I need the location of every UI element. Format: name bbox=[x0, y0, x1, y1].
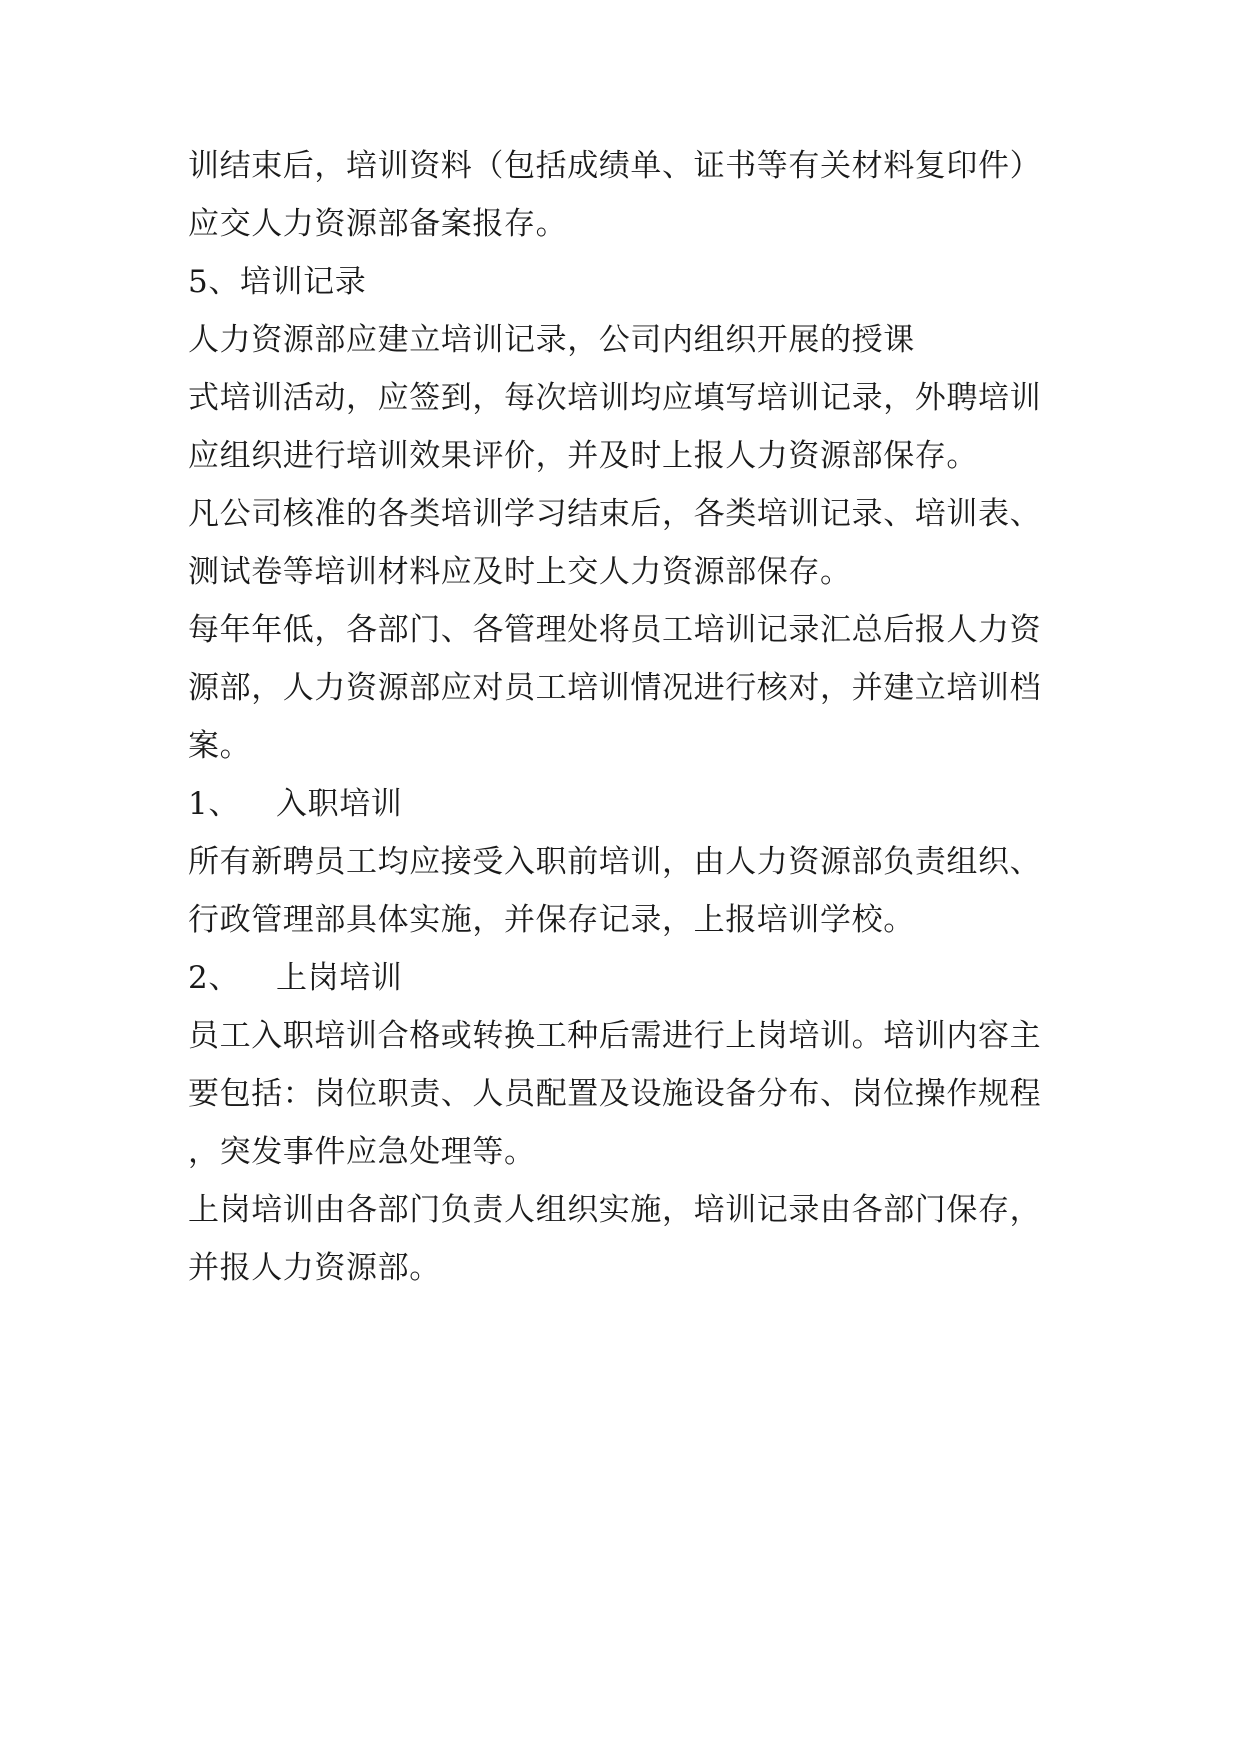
heading-number: 2、 bbox=[188, 960, 240, 996]
paragraph-line: 员工入职培训合格或转换工种后需进行上岗培训。培训内容主 bbox=[188, 1018, 1042, 1054]
paragraph-line: 训结束后，培训资料（包括成绩单、证书等有关材料复印件） bbox=[188, 148, 1042, 184]
paragraph-line: 式培训活动，应签到，每次培训均应填写培训记录，外聘培训 bbox=[188, 380, 1042, 416]
paragraph-line: 上岗培训由各部门负责人组织实施，培训记录由各部门保存， bbox=[188, 1192, 1042, 1228]
paragraph-line: 并报人力资源部。 bbox=[188, 1250, 441, 1286]
heading-number: 1、 bbox=[188, 786, 240, 822]
paragraph-line: 人力资源部应建立培训记录，公司内组织开展的授课 bbox=[188, 322, 915, 358]
paragraph-line: 行政管理部具体实施，并保存记录，上报培训学校。 bbox=[188, 902, 915, 938]
heading-text: 入职培训 bbox=[276, 786, 403, 822]
paragraph-line: 应交人力资源部备案报存。 bbox=[188, 206, 568, 242]
paragraph-line: 凡公司核准的各类培训学习结束后，各类培训记录、培训表、 bbox=[188, 496, 1042, 532]
heading-text: 上岗培训 bbox=[276, 960, 403, 996]
paragraph-line: 所有新聘员工均应接受入职前培训，由人力资源部负责组织、 bbox=[188, 844, 1042, 880]
paragraph-line: ，突发事件应急处理等。 bbox=[188, 1134, 536, 1170]
section-heading: 5、培训记录 bbox=[188, 264, 367, 300]
paragraph-line: 案。 bbox=[188, 728, 252, 764]
paragraph-line: 源部，人力资源部应对员工培训情况进行核对，并建立培训档 bbox=[188, 670, 1042, 706]
paragraph-line: 每年年低，各部门、各管理处将员工培训记录汇总后报人力资 bbox=[188, 612, 1042, 648]
subsection-heading-on-post bbox=[188, 958, 402, 998]
paragraph-line: 应组织进行培训效果评价，并及时上报人力资源部保存。 bbox=[188, 438, 978, 474]
subsection-heading-onboarding bbox=[188, 784, 402, 824]
paragraph-line: 测试卷等培训材料应及时上交人力资源部保存。 bbox=[188, 554, 852, 590]
paragraph-line: 要包括：岗位职责、人员配置及设施设备分布、岗位操作规程 bbox=[188, 1076, 1042, 1112]
